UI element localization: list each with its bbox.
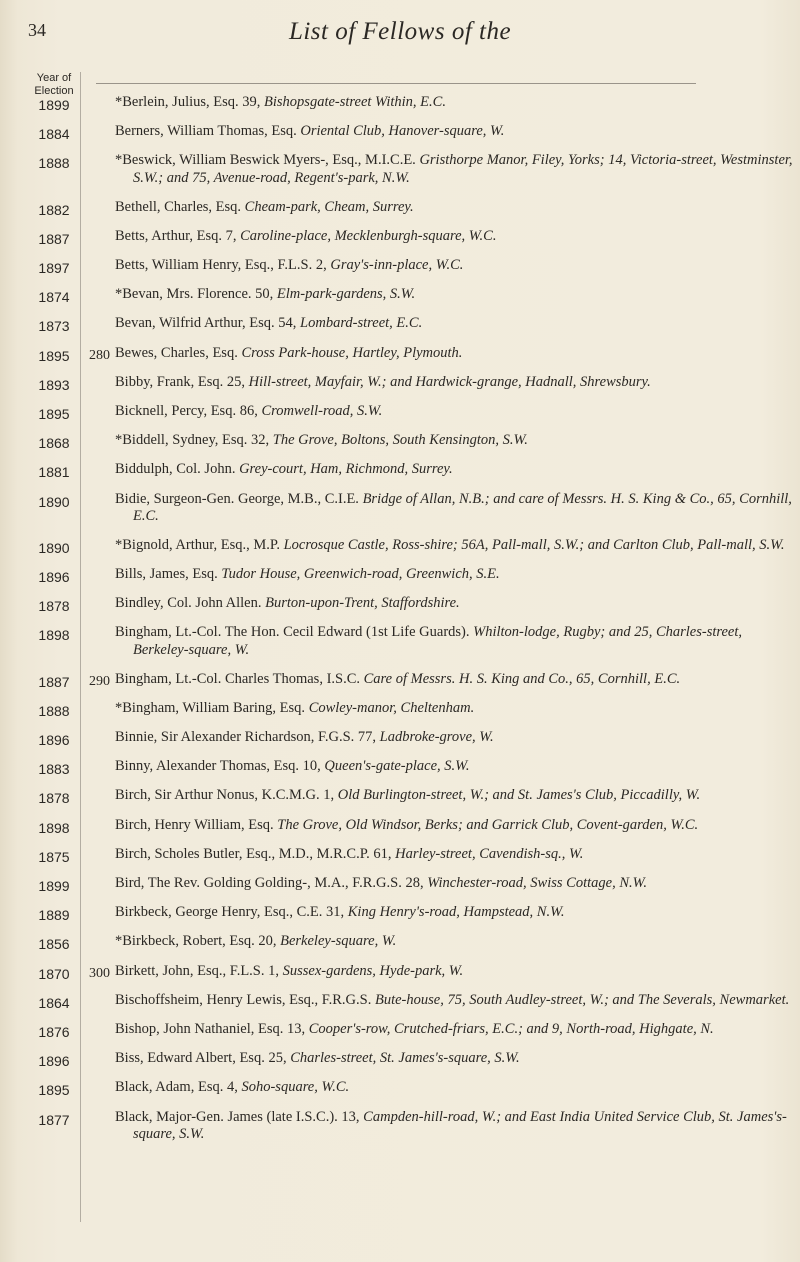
election-year: 1856 — [38, 936, 70, 953]
fellow-text — [115, 374, 793, 392]
fellow-text — [115, 595, 793, 613]
fellow-text — [115, 933, 793, 951]
fellow-name: *Bevan, Mrs. Florence. 50, — [115, 286, 274, 303]
fellow-text — [115, 729, 793, 747]
election-year: 1895 — [38, 1082, 70, 1099]
fellow-text — [115, 123, 793, 141]
fellow-address: Cowley-manor, Cheltenham. — [308, 699, 475, 716]
election-year: 1870 — [38, 965, 70, 982]
fellow-address: Bute-house, 75, South Audley-street, W.; and The Severals, Newmarket. — [374, 991, 790, 1008]
fellow-address: Queen's-gate-place, S.W. — [324, 758, 470, 775]
fellow-address: Gristhorpe Manor, Filey, Yorks; 14, Victoria-street, Westminster, S.W.; and 75, Avenue-road, Regent's-park, N.W. — [133, 152, 793, 186]
fellow-text — [115, 1050, 793, 1068]
election-year: 1883 — [38, 761, 70, 778]
election-year: 1878 — [38, 790, 70, 807]
fellow-text — [115, 537, 793, 555]
fellow-text — [115, 671, 793, 689]
fellow-address: Ladbroke-grove, W. — [379, 729, 494, 745]
fellow-text — [115, 257, 793, 275]
fellow-name: *Bingham, William Baring, Esq. — [115, 699, 306, 716]
election-year: 1899 — [38, 878, 70, 894]
fellow-name: Bishop, John Nathaniel, Esq. 13, — [115, 1021, 306, 1037]
fellow-text — [115, 491, 793, 526]
election-year: 1890 — [38, 539, 70, 556]
fellow-name: Bird, The Rev. Golding Golding-, M.A., F.R.G.S. 28, — [115, 875, 424, 891]
fellow-text — [115, 152, 793, 187]
fellow-name: Bicknell, Percy, Esq. 86, — [115, 403, 258, 419]
fellow-text — [115, 461, 793, 479]
election-year: 1898 — [38, 819, 70, 836]
fellow-name: Biss, Edward Albert, Esq. 25, — [115, 1050, 287, 1067]
election-year: 1896 — [38, 1053, 70, 1070]
entry-number: 290 — [89, 673, 110, 689]
fellow-address: Elm-park-gardens, S.W. — [276, 286, 416, 303]
fellow-name: *Birkbeck, Robert, Esq. 20, — [115, 933, 277, 950]
fellow-text — [115, 624, 793, 659]
fellow-name: *Bignold, Arthur, Esq., M.P. — [115, 536, 280, 553]
header-rule — [96, 83, 696, 84]
fellow-name: Birkbeck, George Henry, Esq., C.E. 31, — [115, 904, 345, 921]
running-title: List of Fellows of the — [288, 18, 512, 45]
fellow-address: Sussex-gardens, Hyde-park, W. — [282, 962, 464, 979]
fellow-address: Soho-square, W.C. — [241, 1079, 350, 1096]
fellow-text — [115, 403, 793, 421]
fellow-name: Bidie, Surgeon-Gen. George, M.B., C.I.E. — [115, 490, 359, 507]
fellow-name: Binnie, Sir Alexander Richardson, F.G.S. 77, — [115, 729, 377, 745]
election-year: 1890 — [38, 493, 70, 510]
fellow-name: Binny, Alexander Thomas, Esq. 10, — [115, 758, 321, 775]
election-year: 1888 — [38, 155, 70, 172]
election-year: 1882 — [38, 201, 70, 218]
election-year: 1875 — [38, 848, 70, 865]
fellow-address: Care of Messrs. H. S. King and Co., 65, Cornhill, E.C. — [363, 670, 681, 687]
fellow-address: Caroline-place, Mecklenburgh-square, W.C. — [240, 227, 497, 244]
fellow-address: Tudor House, Greenwich-road, Greenwich, S.E. — [221, 566, 500, 582]
fellow-name: Bevan, Wilfrid Arthur, Esq. 54, — [115, 315, 297, 332]
fellow-address: Old Burlington-street, W.; and St. James's Club, Piccadilly, W. — [337, 787, 701, 804]
fellow-text — [115, 315, 793, 333]
fellow-name: Betts, Arthur, Esq. 7, — [115, 227, 237, 244]
fellow-name: Bewes, Charles, Esq. — [115, 344, 238, 361]
election-year: 1864 — [38, 994, 70, 1011]
fellow-name: Birch, Scholes Butler, Esq., M.D., M.R.C.P. 61, — [115, 845, 392, 862]
fellow-address: The Grove, Old Windsor, Berks; and Garrick Club, Covent-garden, W.C. — [277, 816, 699, 833]
fellow-text — [115, 345, 793, 363]
election-year: 1898 — [38, 627, 70, 644]
election-year: 1896 — [38, 732, 70, 748]
election-year: 1877 — [38, 1111, 70, 1128]
fellow-text — [115, 286, 793, 304]
fellow-address: Bishopsgate-street Within, E.C. — [264, 94, 446, 110]
fellow-name: *Berlein, Julius, Esq. 39, — [115, 94, 261, 110]
election-year: 1897 — [38, 260, 70, 276]
fellow-text — [115, 846, 793, 864]
election-year: 1888 — [38, 702, 70, 719]
fellow-name: Bischoffsheim, Henry Lewis, Esq., F.R.G.S. — [115, 991, 372, 1008]
election-year: 1893 — [38, 376, 70, 393]
fellow-text — [115, 432, 793, 450]
fellow-text — [115, 787, 793, 805]
election-year: 1889 — [38, 907, 70, 924]
fellow-address: Gray's-inn-place, W.C. — [330, 257, 464, 273]
fellow-text — [115, 94, 793, 112]
fellow-address: Berkeley-square, W. — [280, 933, 397, 950]
fellow-text — [115, 992, 793, 1010]
fellow-name: Bingham, Lt.-Col. Charles Thomas, I.S.C. — [115, 670, 361, 687]
fellow-address: Whilton-lodge, Rugby; and 25, Charles-street, Berkeley-square, W. — [133, 624, 743, 658]
fellow-address: The Grove, Boltons, South Kensington, S.W. — [272, 432, 528, 449]
election-year: 1881 — [38, 464, 70, 481]
fellow-name: Bibby, Frank, Esq. 25, — [115, 373, 245, 390]
fellow-address: Charles-street, St. James's-square, S.W. — [290, 1050, 520, 1067]
entry-number: 300 — [89, 965, 110, 981]
fellow-name: Black, Adam, Esq. 4, — [115, 1079, 238, 1096]
fellow-address: Hill-street, Mayfair, W.; and Hardwick-grange, Hadnall, Shrewsbury. — [248, 373, 651, 390]
page-number: 34 — [28, 20, 46, 40]
fellow-address: Locrosque Castle, Ross-shire; 56A, Pall-mall, S.W.; and Carlton Club, Pall-mall, S.W. — [283, 536, 785, 553]
fellow-address: Harley-street, Cavendish-sq., W. — [395, 845, 584, 862]
year-column-rule — [80, 72, 81, 1222]
election-year: 1895 — [38, 406, 70, 422]
entry-number: 280 — [89, 347, 110, 363]
fellow-name: Bills, James, Esq. — [115, 566, 218, 582]
fellow-text — [115, 758, 793, 776]
fellow-name: *Biddell, Sydney, Esq. 32, — [115, 432, 270, 449]
fellow-text — [115, 1109, 793, 1144]
election-year: 1874 — [38, 289, 70, 306]
fellow-text — [115, 199, 793, 217]
fellow-text — [115, 700, 793, 718]
fellow-name: Birkett, John, Esq., F.L.S. 1, — [115, 962, 279, 979]
fellow-name: Bingham, Lt.-Col. The Hon. Cecil Edward (1st Life Guards). — [115, 624, 470, 641]
fellow-address: King Henry's-road, Hampstead, N.W. — [347, 904, 565, 921]
election-year: 1887 — [38, 230, 70, 247]
fellow-name: Birch, Henry William, Esq. — [115, 816, 274, 833]
fellow-address: Burton-upon-Trent, Staffordshire. — [265, 595, 460, 612]
election-year: 1878 — [38, 598, 70, 615]
fellow-text — [115, 228, 793, 246]
fellow-text — [115, 904, 793, 922]
election-year: 1868 — [38, 435, 70, 452]
fellow-address: Lombard-street, E.C. — [300, 315, 423, 332]
election-year: 1895 — [38, 347, 70, 364]
election-year: 1887 — [38, 673, 70, 690]
fellow-name: Bethell, Charles, Esq. — [115, 198, 242, 215]
fellow-address: Bridge of Allan, N.B.; and care of Messrs. H. S. King & Co., 65, Cornhill, E.C. — [133, 490, 792, 525]
election-year: 1873 — [38, 318, 70, 335]
fellow-name: *Beswick, William Beswick Myers-, Esq., M.I.C.E. — [115, 152, 416, 169]
fellow-text — [115, 963, 793, 981]
fellow-name: Berners, William Thomas, Esq. — [115, 123, 297, 140]
election-year: 1896 — [38, 569, 70, 585]
fellow-name: Bindley, Col. John Allen. — [115, 595, 262, 612]
fellow-name: Birch, Sir Arthur Nonus, K.C.M.G. 1, — [115, 787, 335, 804]
fellow-address: Cheam-park, Cheam, Surrey. — [244, 198, 414, 215]
election-year: 1876 — [38, 1024, 70, 1040]
year-of-election-header: Year of Election — [34, 72, 74, 97]
fellow-address: Cross Park-house, Hartley, Plymouth. — [241, 344, 463, 361]
election-year: 1884 — [38, 126, 70, 143]
fellow-address: Campden-hill-road, W.; and East India United Service Club, St. James's-square, S.W. — [133, 1108, 787, 1143]
fellow-name: Black, Major-Gen. James (late I.S.C.). 13, — [115, 1108, 360, 1125]
fellow-text — [115, 566, 793, 584]
fellow-address: Cooper's-row, Crutched-friars, E.C.; and 9, North-road, Highgate, N. — [308, 1021, 714, 1037]
fellow-text — [115, 817, 793, 835]
fellow-name: Betts, William Henry, Esq., F.L.S. 2, — [115, 257, 327, 273]
election-year: 1899 — [38, 97, 70, 113]
fellow-name: Biddulph, Col. John. — [115, 461, 236, 478]
fellow-address: Cromwell-road, S.W. — [261, 403, 383, 419]
fellow-text — [115, 1079, 793, 1097]
fellow-text — [115, 1021, 793, 1039]
fellow-text — [115, 875, 793, 893]
fellow-address: Grey-court, Ham, Richmond, Surrey. — [239, 461, 453, 478]
fellow-address: Winchester-road, Swiss Cottage, N.W. — [427, 875, 647, 891]
fellow-address: Oriental Club, Hanover-square, W. — [300, 123, 505, 140]
